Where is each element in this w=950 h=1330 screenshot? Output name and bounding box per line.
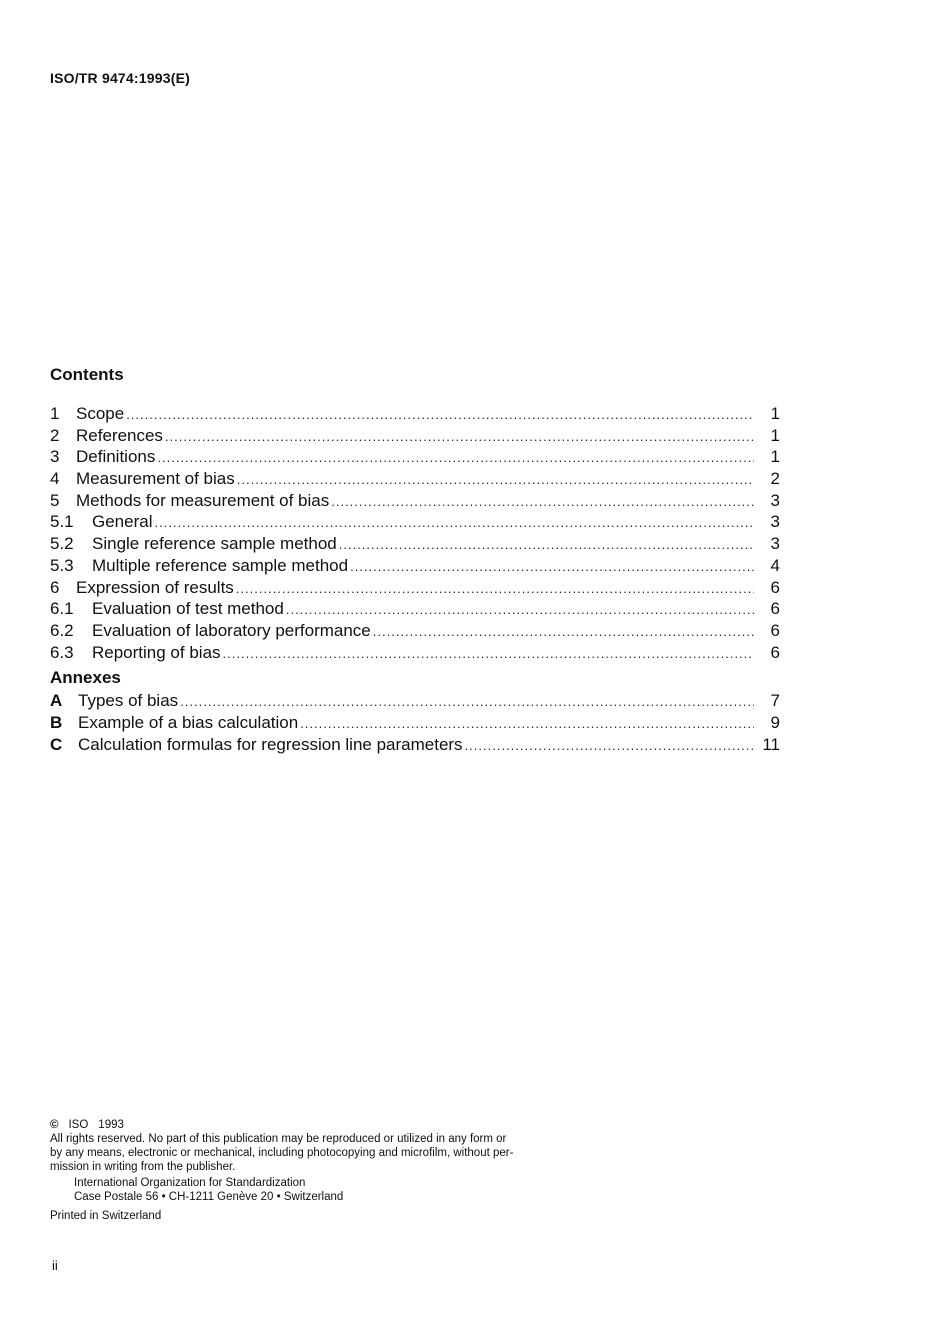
toc-entry-page: 1 <box>770 404 780 423</box>
annex-title: Calculation formulas for regression line parameters <box>78 734 463 754</box>
toc-entry-expression-of-results[interactable] <box>50 577 780 599</box>
annex-letter: A <box>50 691 63 711</box>
table-of-contents <box>50 403 780 755</box>
toc-entry-number: 6.1 <box>50 599 74 619</box>
annex-letter: C <box>50 734 63 754</box>
toc-entry-page: 1 <box>770 447 780 467</box>
toc-entry-page: 3 <box>770 534 780 554</box>
toc-leader-dots <box>126 404 754 426</box>
toc-leader-dots <box>157 447 754 469</box>
toc-entry-number: 6 <box>50 577 60 597</box>
copyright-line <box>50 1118 610 1132</box>
toc-entry-references[interactable] <box>50 425 780 447</box>
toc-entry-page: 2 <box>770 469 780 489</box>
toc-entry-evaluation-laboratory[interactable] <box>50 620 780 642</box>
organization-address: Case Postale 56 • CH-1211 Genève 20 • Switzerland <box>74 1191 344 1203</box>
toc-leader-dots <box>180 691 754 713</box>
toc-entry-number: 6.3 <box>50 642 74 662</box>
printed-in: Printed in Switzerland <box>50 1210 162 1222</box>
toc-entry-number: 4 <box>50 469 60 489</box>
toc-entry-scope[interactable] <box>50 403 780 425</box>
toc-entry-definitions[interactable] <box>50 446 780 468</box>
toc-entry-page: 6 <box>770 642 780 662</box>
toc-entry-number: 1 <box>50 404 60 423</box>
toc-entry-single-reference[interactable] <box>50 533 780 555</box>
toc-entry-title: Single reference sample method <box>92 534 337 554</box>
copyright-notice <box>50 1118 610 1223</box>
toc-entry-number: 3 <box>50 447 60 467</box>
toc-entry-measurement-of-bias[interactable] <box>50 468 780 490</box>
organization-name: International Organization for Standardization <box>74 1177 306 1189</box>
toc-leader-dots <box>286 599 754 621</box>
toc-leader-dots <box>165 426 754 448</box>
toc-leader-dots <box>331 491 754 513</box>
toc-leader-dots <box>350 556 754 578</box>
toc-entry-title: References <box>76 425 163 445</box>
copyright-holder: ISO <box>68 1119 89 1131</box>
toc-entry-reporting-of-bias[interactable] <box>50 642 780 664</box>
toc-entry-number: 6.2 <box>50 620 74 640</box>
document-code: ISO/TR 9474:1993(E) <box>50 70 190 86</box>
toc-entry-multiple-reference[interactable] <box>50 555 780 577</box>
toc-entry-page: 3 <box>770 512 780 532</box>
toc-entry-title: Methods for measurement of bias <box>76 490 330 510</box>
page-number: ii <box>52 1258 58 1273</box>
toc-leader-dots <box>154 512 754 534</box>
toc-leader-dots <box>236 578 754 600</box>
toc-entry-title: Evaluation of laboratory performance <box>92 620 371 640</box>
toc-entry-title: Multiple reference sample method <box>92 555 349 575</box>
rights-text-line: mission in writing from the publisher. <box>50 1161 236 1173</box>
annexes-heading: Annexes <box>50 668 121 688</box>
toc-leader-dots <box>223 643 754 665</box>
toc-entry-page: 1 <box>770 425 780 445</box>
toc-entry-title: Measurement of bias <box>76 469 235 489</box>
toc-entry-number: 5.1 <box>50 512 74 532</box>
toc-leader-dots <box>465 735 754 757</box>
annex-page: 7 <box>770 691 780 711</box>
toc-entry-number: 5.2 <box>50 534 74 554</box>
toc-leader-dots <box>237 469 754 491</box>
toc-entry-page: 3 <box>770 490 780 510</box>
toc-entry-number: 2 <box>50 425 60 445</box>
toc-entry-title: Reporting of bias <box>92 642 221 662</box>
annex-page: 11 <box>762 734 780 754</box>
toc-entry-page: 6 <box>770 577 780 597</box>
toc-entry-page: 6 <box>770 599 780 619</box>
annex-page: 9 <box>770 712 780 732</box>
toc-entry-page: 4 <box>770 555 780 575</box>
toc-entry-evaluation-test-method[interactable] <box>50 598 780 620</box>
toc-entry-title: Evaluation of test method <box>92 599 284 619</box>
rights-text-line: by any means, electronic or mechanical, including photocopying and microfilm, without per- <box>50 1147 514 1159</box>
toc-entry-methods-for-measurement[interactable] <box>50 490 780 512</box>
annex-title: Example of a bias calculation <box>78 712 299 732</box>
toc-entry-title: Definitions <box>76 447 156 467</box>
rights-text-line: All rights reserved. No part of this publication may be reproduced or utilized in any form or <box>50 1133 507 1145</box>
contents-heading: Contents <box>50 365 124 384</box>
toc-entry-title: Scope <box>76 404 125 423</box>
copyright-symbol: © <box>50 1119 59 1131</box>
toc-entry-page: 6 <box>770 620 780 640</box>
toc-leader-dots <box>339 534 754 556</box>
toc-leader-dots <box>373 621 754 643</box>
annex-letter: B <box>50 712 63 732</box>
annex-entry-c[interactable] <box>50 734 780 756</box>
annex-entry-b[interactable] <box>50 712 780 734</box>
toc-leader-dots <box>300 713 754 735</box>
annex-entry-a[interactable] <box>50 690 780 712</box>
toc-entry-general[interactable] <box>50 511 780 533</box>
copyright-year: 1993 <box>98 1119 124 1131</box>
annex-title: Types of bias <box>78 691 179 711</box>
toc-entry-title: Expression of results <box>76 577 234 597</box>
toc-entry-number: 5 <box>50 490 60 510</box>
toc-entry-title: General <box>92 512 153 532</box>
toc-entry-number: 5.3 <box>50 555 74 575</box>
